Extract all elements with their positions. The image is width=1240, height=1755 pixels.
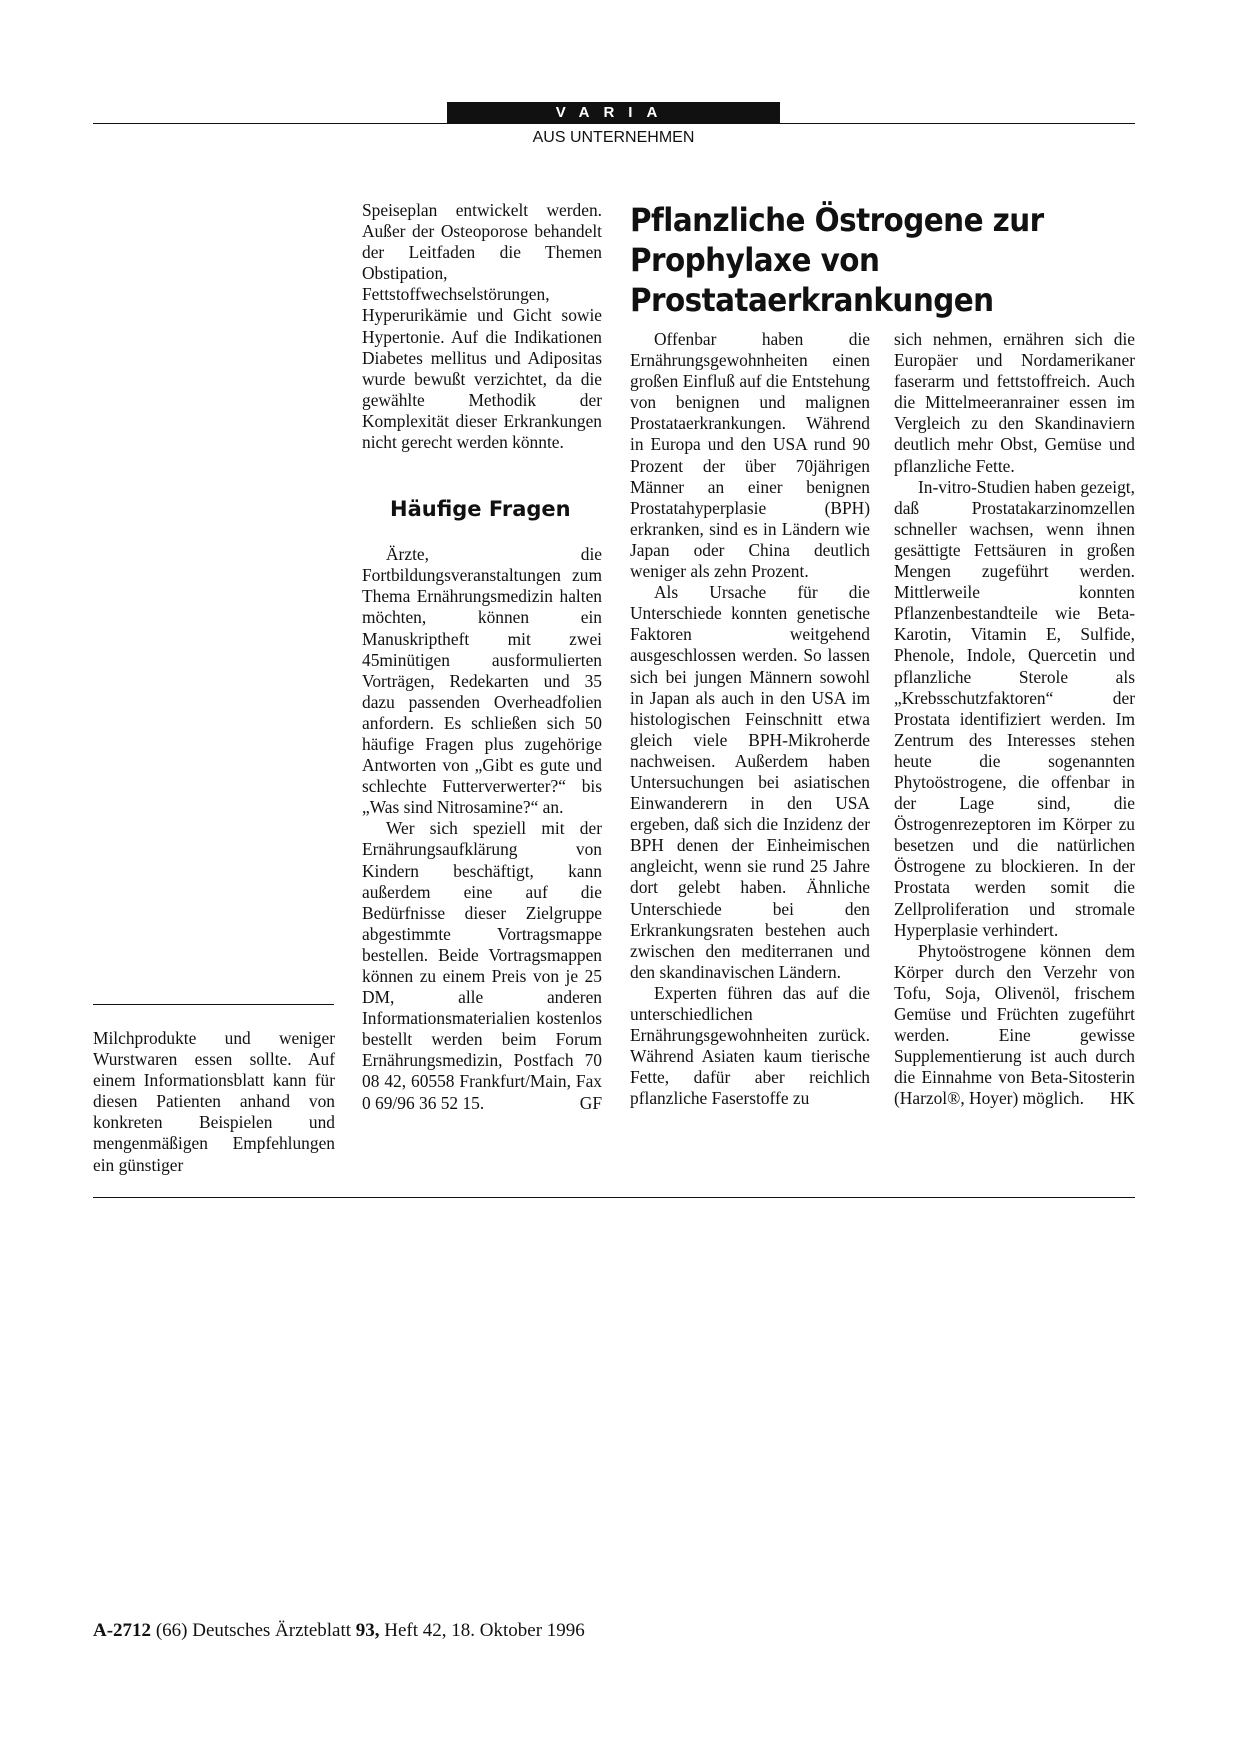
column3-paragraph-3: Experten führen das auf die unterschiedlichen Ernährungsgewohnheiten zurück. Während Asiaten kaum tierische Fette, dafür aber reichlich pflanzliche Faserstoffe zu	[630, 982, 870, 1109]
page-footer	[93, 1620, 585, 1642]
column3-paragraph-1: Offenbar haben die Ernährungsgewohnheiten einen großen Einfluß auf die Entstehung von benignen und malignen Prostataerkrankungen. Während in Europa und den USA rund 90 Prozent der über 70jährigen Männer an einer benignen Prostatahyperplasie (BPH) erkranken, sind es in Ländern wie Japan oder China deutlich weniger als zehn Prozent.	[630, 329, 870, 582]
signature-hk: HK	[1109, 1088, 1135, 1109]
column4-paragraph-1: sich nehmen, ernähren sich die Europäer und Nordamerikaner faserarm und fettstoffreich. Auch die Mittelmeeranrainer essen im Vergleich zu den Skandinaviern deutlich mehr Obst, Gemüse und pflanzliche Fette.	[894, 329, 1135, 476]
column-1	[93, 1028, 335, 1176]
column-3	[630, 329, 870, 1109]
column1-paragraph: Milchprodukte und weniger Wurstwaren essen sollte. Auf einem Informationsblatt kann für diesen Patienten anhand von konkreten Beispielen und mengenmäßigen Empfehlungen ein günstiger	[93, 1028, 335, 1175]
section-title: AUS UNTERNEHMEN	[532, 129, 695, 146]
column-4	[894, 329, 1135, 1109]
column4-paragraph-3: Phytoöstrogene können dem Körper durch den Verzehr von Tofu, Soja, Olivenöl, frischem Gemüse und Früchten zugeführt werden. Eine gewisse Supplementierung ist auch durch die Einnahme von Beta-Sitosterin (Harzol®, Hoyer) möglich. HK	[894, 940, 1135, 1109]
header-rule	[93, 123, 1135, 124]
column-2	[362, 200, 602, 1114]
section-bar: VARIA	[447, 102, 780, 123]
footer-issue: Heft 42, 18. Oktober 1996	[384, 1620, 585, 1641]
footer-journal: (66) Deutsches Ärzteblatt	[155, 1620, 352, 1641]
column1-rule	[93, 1004, 334, 1005]
column3-paragraph-2: Als Ursache für die Unterschiede konnten genetische Faktoren weitgehend ausgeschlossen werden. So lassen sich bei jungen Männern sowohl in Japan als auch in den USA im histologischen Feinschnitt etwa gleich viele BPH-Mikroherde nachweisen. Außerdem haben Untersuchungen bei asiatischen Einwanderern in den USA ergeben, daß sich die Inzidenz der BPH denen der Einheimischen angleicht, wenn sie rund 25 Jahre dort gelebt haben. Ähnliche Unterschiede bei den Erkrankungsraten bestehen auch zwischen den mediterranen und den skandinavischen Ländern.	[630, 582, 870, 982]
signature-gf: GF	[579, 1092, 602, 1113]
article-headline: Pflanzliche Östrogene zur Prophylaxe von Prostataerkrankungen	[630, 201, 1044, 319]
subheading: Häufige Fragen	[390, 497, 571, 522]
page-code: A-2712	[93, 1620, 152, 1641]
column2-paragraph-1: Speiseplan entwickelt werden. Außer der Osteoporose behandelt der Leitfaden die Themen Obstipation, Fettstoffwechselstörungen, Hyperurikämie und Gicht sowie Hypertonie. Auf die Indikationen Diabetes mellitus und Adipositas wurde bewußt verzichtet, da die gewählte Methodik der Komplexität dieser Erkrankungen nicht gerecht werden könnte.	[362, 200, 602, 453]
column2-paragraph-3: Wer sich speziell mit der Ernährungsaufklärung von Kindern beschäftigt, kann außerdem eine auf die Bedürfnisse dieser Zielgruppe abgestimmte Vortragsmappe bestellen. Beide Vortragsmappen können zu einem Preis von je 25 DM, alle anderen Informationsmaterialien kostenlos bestellt werden beim Forum Ernährungsmedizin, Postfach 70 08 42, 60558 Frankfurt/Main, Fax 0 69/96 36 52 15. GF	[362, 818, 602, 1113]
footer-volume: 93,	[355, 1620, 380, 1641]
column4-paragraph-2: In-vitro-Studien haben gezeigt, daß Prostatakarzinomzellen schneller wachsen, wenn ihnen gesättigte Fettsäuren in großen Mengen zugeführt werden. Mittlerweile konnten Pflanzenbestandteile wie Beta-Karotin, Vitamin E, Sulfide, Phenole, Indole, Quercetin und pflanzliche Sterole als „Krebsschutzfaktoren“ der Prostata identifiziert werden. Im Zentrum des Interesses stehen heute die sogenannten Phytoöstrogene, die offenbar in der Lage sind, die Östrogenrezeptoren im Körper zu besetzen und die natürlichen Östrogene zu blockieren. In der Prostata werden somit die Zellproliferation und stromale Hyperplasie verhindert.	[894, 476, 1135, 940]
column2-paragraph-2: Ärzte, die Fortbildungsveranstaltungen zum Thema Ernährungsmedizin halten möchten, können ein Manuskriptheft mit zwei 45minütigen ausformulierten Vorträgen, Redekarten und 35 dazu passenden Overheadfolien anfordern. Es schließen sich 50 häufige Fragen plus zugehörige Antworten von „Gibt es gute und schlechte Futterverwerter?“ bis „Was sind Nitrosamine?“ an.	[362, 544, 602, 818]
bottom-rule	[93, 1197, 1135, 1198]
